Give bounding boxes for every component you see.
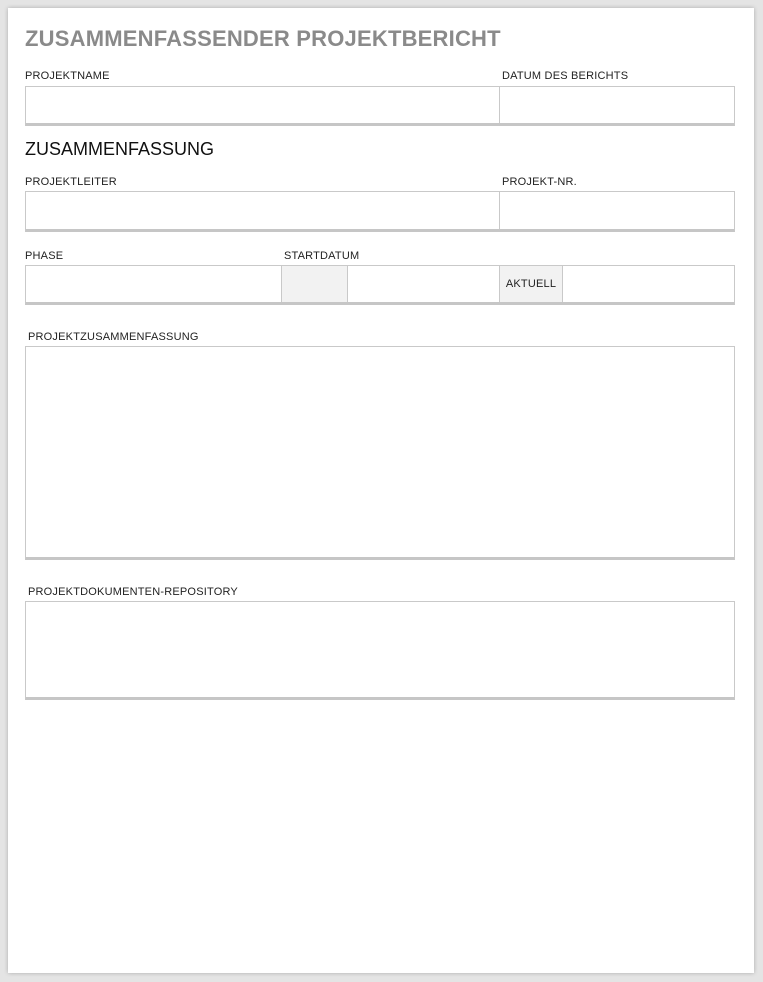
phase-field[interactable] <box>26 266 282 302</box>
projekt-nr-field[interactable] <box>500 192 734 229</box>
aktuell-field[interactable] <box>563 266 734 302</box>
phase-label: PHASE <box>25 250 64 262</box>
section-heading-zusammenfassung: ZUSAMMENFASSUNG <box>25 139 215 159</box>
datum-des-berichts-label: DATUM DES BERICHTS <box>502 70 629 82</box>
startdatum-label: STARTDATUM <box>284 250 360 262</box>
projektleiter-field[interactable] <box>26 192 500 229</box>
projektzusammenfassung-label: PROJEKTZUSAMMENFASSUNG <box>28 331 199 343</box>
repository-field[interactable] <box>25 601 735 700</box>
projektleiter-row <box>25 191 735 232</box>
startdatum-field[interactable] <box>348 266 500 302</box>
document-title: ZUSAMMENFASSENDER PROJEKTBERICHT <box>25 26 501 51</box>
startdatum-label-cell <box>282 266 348 302</box>
repository-label: PROJEKTDOKUMENTEN-REPOSITORY <box>28 586 238 598</box>
document-page <box>8 8 754 973</box>
projekt-nr-label: PROJEKT-NR. <box>502 176 577 188</box>
projektzusammenfassung-field[interactable] <box>25 346 735 560</box>
aktuell-label: AKTUELL <box>500 266 563 302</box>
projektname-label: PROJEKTNAME <box>25 70 110 82</box>
datum-des-berichts-field[interactable] <box>500 87 734 123</box>
projektname-field[interactable] <box>26 87 500 123</box>
phase-row <box>25 265 735 305</box>
projektleiter-label: PROJEKTLEITER <box>25 176 117 188</box>
projektname-row <box>25 86 735 126</box>
